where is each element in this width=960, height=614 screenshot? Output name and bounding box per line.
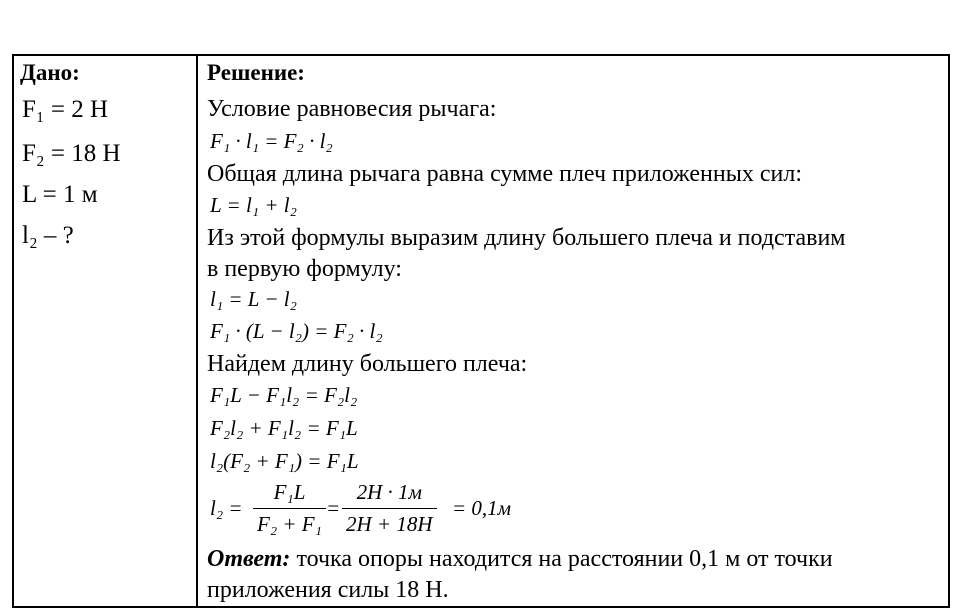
solution-text-4: в первую формулу: [207, 256, 402, 282]
equation-8-result: = 0,1м [452, 496, 512, 520]
given-f1: F₁ = 2 Н [22, 96, 109, 123]
given-unknown: l₂ – ? [22, 222, 74, 249]
solution-text-5: Найдем длину большего плеча: [207, 351, 528, 377]
given-f2: F₂ = 18 Н [22, 140, 121, 167]
equation-6: F₂l₂ + F₁l₂ = F₁L [210, 416, 358, 440]
equation-8-equals: = [326, 496, 341, 520]
answer-line-1 [207, 546, 833, 573]
column-divider [196, 54, 198, 608]
solution-text-1: Условие равновесия рычага: [207, 96, 497, 122]
fraction-symbolic-numerator: F₁L [253, 480, 326, 509]
fraction-symbolic [253, 480, 326, 537]
fraction-numeric [342, 480, 437, 537]
table-frame [12, 54, 950, 608]
fraction-symbolic-denominator: F₂ + F₁ [257, 512, 322, 536]
solution-text-3: Из этой формулы выразим длину большего плеча и подставим [207, 225, 846, 251]
equation-8-lhs: l₂ = [210, 496, 243, 520]
equation-7: l₂(F₂ + F₁) = F₁L [210, 449, 359, 473]
fraction-numeric-denominator: 2H + 18H [346, 512, 433, 536]
equation-5: F₁L − F₁l₂ = F₂l₂ [210, 383, 358, 407]
equation-1: F₁ · l₁ = F₂ · l₂ [210, 129, 333, 153]
fraction-numeric-numerator: 2H · 1м [342, 480, 437, 509]
answer-label: Ответ: [207, 546, 291, 572]
equation-2: L = l₁ + l₂ [210, 193, 297, 217]
answer-line-2: приложения силы 18 Н. [207, 577, 449, 603]
given-header: Дано: [20, 60, 80, 85]
given-length: L = 1 м [22, 181, 98, 208]
equation-3: l₁ = L − l₂ [210, 287, 297, 311]
solution-header: Решение: [207, 60, 305, 85]
equation-4: F₁ · (L − l₂) = F₂ · l₂ [210, 319, 383, 343]
solution-text-2: Общая длина рычага равна сумме плеч приложенных сил: [207, 161, 802, 187]
answer-text: точка опоры находится на расстоянии 0,1 м от точки [296, 546, 833, 572]
